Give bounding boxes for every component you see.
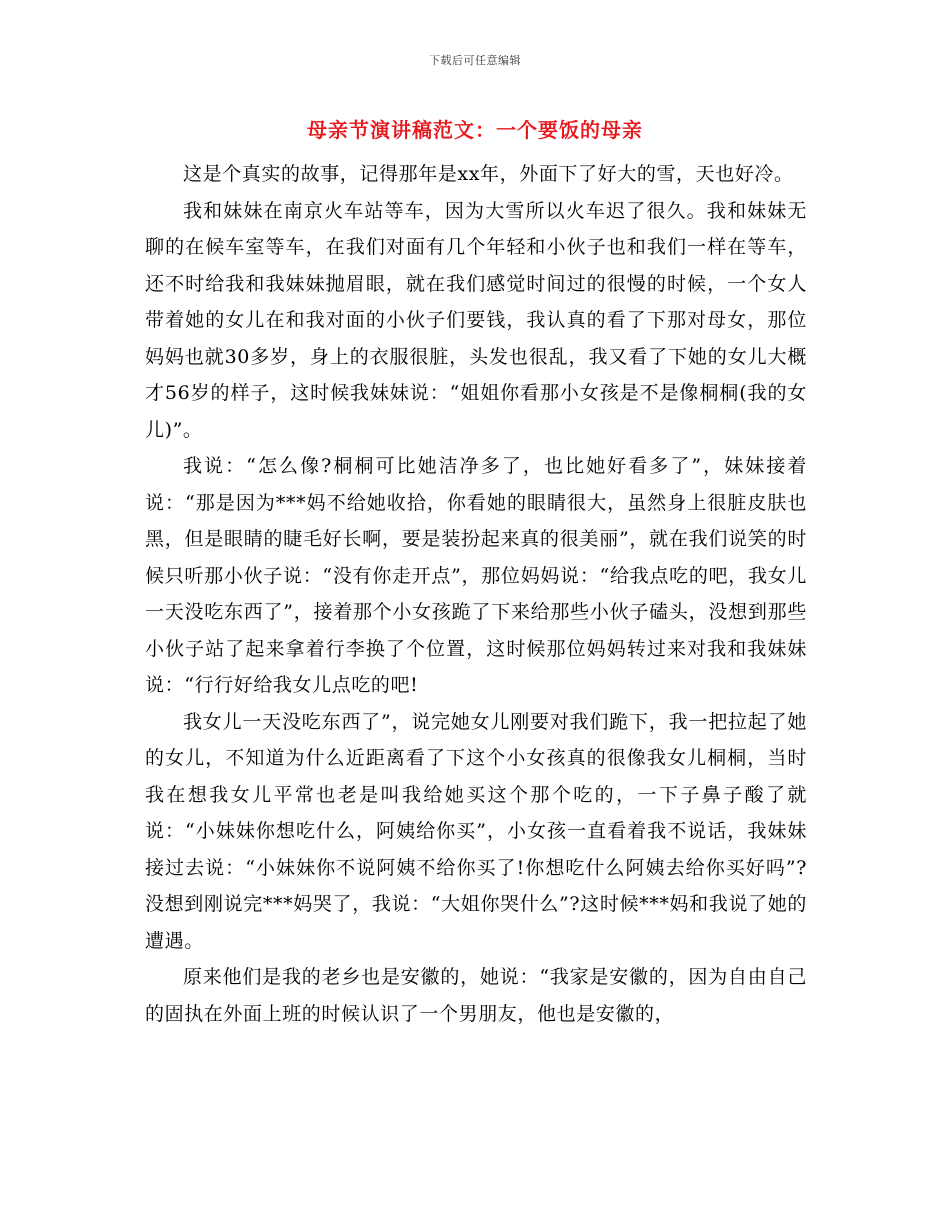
page-header-note: 下载后可任意编辑: [429, 54, 521, 67]
paragraph-5: 原来他们是我的老乡也是安徽的，她说：“我家是安徽的，因为自由自己的固执在外面上班的时候认识了一个男朋友，他也是安徽的，: [145, 966, 807, 1025]
document-body: [145, 156, 807, 1032]
paragraph-1: 这是个真实的故事，记得那年是xx年，外面下了好大的雪，天也好冷。: [183, 163, 794, 185]
paragraph-2: 我和妹妹在南京火车站等车，因为大雪所以火车迟了很久。我和妹妹无聊的在候车室等车，在我们对面有几个年轻和小伙子也和我们一样在等车，还不时给我和我妹妹抛眉眼，就在我们感觉时间过的很慢的时候，一个女人带着她的女儿在和我对面的小伙子们要钱，我认真的看了下那对母女，那位妈妈也就30多岁，身上的衣服很脏，头发也很乱，我又看了下她的女儿大概才56岁的样子，这时候我妹妹说：“姐姐你看那小女孩是不是像桐桐(我的女儿)”。: [145, 199, 807, 441]
document-title: 母亲节演讲稿范文：一个要饭的母亲: [307, 118, 643, 142]
paragraph-3: 我说：“怎么像?桐桐可比她洁净多了，也比她好看多了”，妹妹接着说：“那是因为***妈不给她收拾，你看她的眼睛很大，虽然身上很脏皮肤也黑，但是眼睛的睫毛好长啊，要是装扮起来真的很美丽”，就在我们说笑的时候只听那小伙子说：“没有你走开点”，那位妈妈说：“给我点吃的吧，我女儿一天没吃东西了”，接着那个小女孩跪了下来给那些小伙子磕头，没想到那些小伙子站了起来拿着行李换了个位置，这时候那位妈妈转过来对我和我妹妹说：“行行好给我女儿点吃的吧!: [145, 455, 807, 696]
paragraph-4: 我女儿一天没吃东西了”，说完她女儿刚要对我们跪下，我一把拉起了她的女儿，不知道为什么近距离看了下这个小女孩真的很像我女儿桐桐，当时我在想我女儿平常也老是叫我给她买这个那个吃的，一下子鼻子酸了就说：“小妹妹你想吃什么，阿姨给你买”，小女孩一直看着我不说话，我妹妹接过去说：“小妹妹你不说阿姨不给你买了!你想吃什么阿姨去给你买好吗”?没想到刚说完***妈哭了，我说：“大姐你哭什么”?这时候***妈和我说了她的遭遇。: [145, 710, 807, 952]
